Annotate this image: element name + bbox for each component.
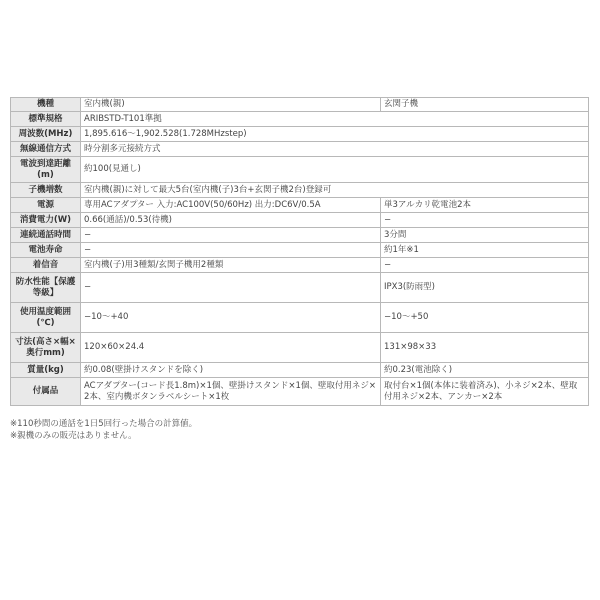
row-label: 電池寿命	[11, 243, 81, 258]
row-label: 機種	[11, 98, 81, 112]
table-row	[11, 258, 589, 273]
table-row	[11, 228, 589, 243]
row-value-door: −10～+50	[381, 303, 589, 333]
table-row	[11, 183, 589, 198]
table-row	[11, 142, 589, 157]
row-label: 標準規格	[11, 112, 81, 127]
row-value-main: −	[81, 243, 381, 258]
footnote: ※110秒間の通話を1日5回行った場合の計算値。	[10, 419, 198, 429]
table-row	[11, 363, 589, 378]
row-label: 無線通信方式	[11, 142, 81, 157]
row-value-main: ARIBSTD-T101準拠	[81, 112, 589, 127]
row-value-main: 室内機(親)に対して最大5台(室内機(子)3台+玄関子機2台)登録可	[81, 183, 589, 198]
row-value-main: 0.66(通話)/0.53(待機)	[81, 213, 381, 228]
row-value-door: 3分間	[381, 228, 589, 243]
row-value-door: 131×98×33	[381, 333, 589, 363]
row-value-main: 室内機(子)用3種類/玄関子機用2種類	[81, 258, 381, 273]
footnote: ※親機のみの販売はありません。	[10, 431, 137, 441]
row-label: 消費電力(W)	[11, 213, 81, 228]
row-value-main: −10～+40	[81, 303, 381, 333]
row-value-main: 室内機(親)	[81, 98, 381, 112]
table-row	[11, 333, 589, 363]
row-label: 防水性能【保護 等級】	[11, 273, 81, 303]
row-label: 電源	[11, 198, 81, 213]
row-value-door: 約1年※1	[381, 243, 589, 258]
row-value-main: −	[81, 273, 381, 303]
row-value-main: ACアダプター(コード長1.8m)×1個、壁掛けスタンド×1個、壁取付用ネジ×2本、室内機ボタンラベルシート×1枚	[81, 378, 381, 406]
table-row	[11, 303, 589, 333]
row-label: 付属品	[11, 378, 81, 406]
row-value-main: 約0.08(壁掛けスタンドを除く)	[81, 363, 381, 378]
spec-table	[10, 97, 589, 406]
row-value-main: 120×60×24.4	[81, 333, 381, 363]
row-value-door: −	[381, 213, 589, 228]
row-label: 子機増数	[11, 183, 81, 198]
row-value-door: IPX3(防雨型)	[381, 273, 589, 303]
row-label: 使用温度範囲 (℃)	[11, 303, 81, 333]
row-value-main: −	[81, 228, 381, 243]
row-label: 連続通話時間	[11, 228, 81, 243]
row-label: 質量(kg)	[11, 363, 81, 378]
row-label: 着信音	[11, 258, 81, 273]
row-value-main: 専用ACアダプター 入力:AC100V(50/60Hz) 出力:DC6V/0.5A	[81, 198, 381, 213]
table-row	[11, 243, 589, 258]
footnotes	[10, 418, 197, 442]
row-value-door: 玄関子機	[381, 98, 589, 112]
row-label: 電波到達距離 (m)	[11, 157, 81, 183]
row-value-door: 約0.23(電池除く)	[381, 363, 589, 378]
row-value-door: 単3アルカリ乾電池2本	[381, 198, 589, 213]
row-value-door: −	[381, 258, 589, 273]
table-row	[11, 127, 589, 142]
row-value-main: 時分割多元接続方式	[81, 142, 589, 157]
table-row	[11, 112, 589, 127]
table-row	[11, 378, 589, 406]
table-row	[11, 98, 589, 112]
spec-table-body	[11, 98, 589, 406]
row-value-main: 1,895.616～1,902.528(1.728MHzstep)	[81, 127, 589, 142]
table-row	[11, 273, 589, 303]
table-row	[11, 157, 589, 183]
row-label: 周波数(MHz)	[11, 127, 81, 142]
row-value-main: 約100(見通し)	[81, 157, 589, 183]
table-row	[11, 213, 589, 228]
table-row	[11, 198, 589, 213]
row-label: 寸法(高さ×幅× 奥行mm)	[11, 333, 81, 363]
row-value-door: 取付台×1個(本体に装着済み)、小ネジ×2本、壁取付用ネジ×2本、アンカー×2本	[381, 378, 589, 406]
